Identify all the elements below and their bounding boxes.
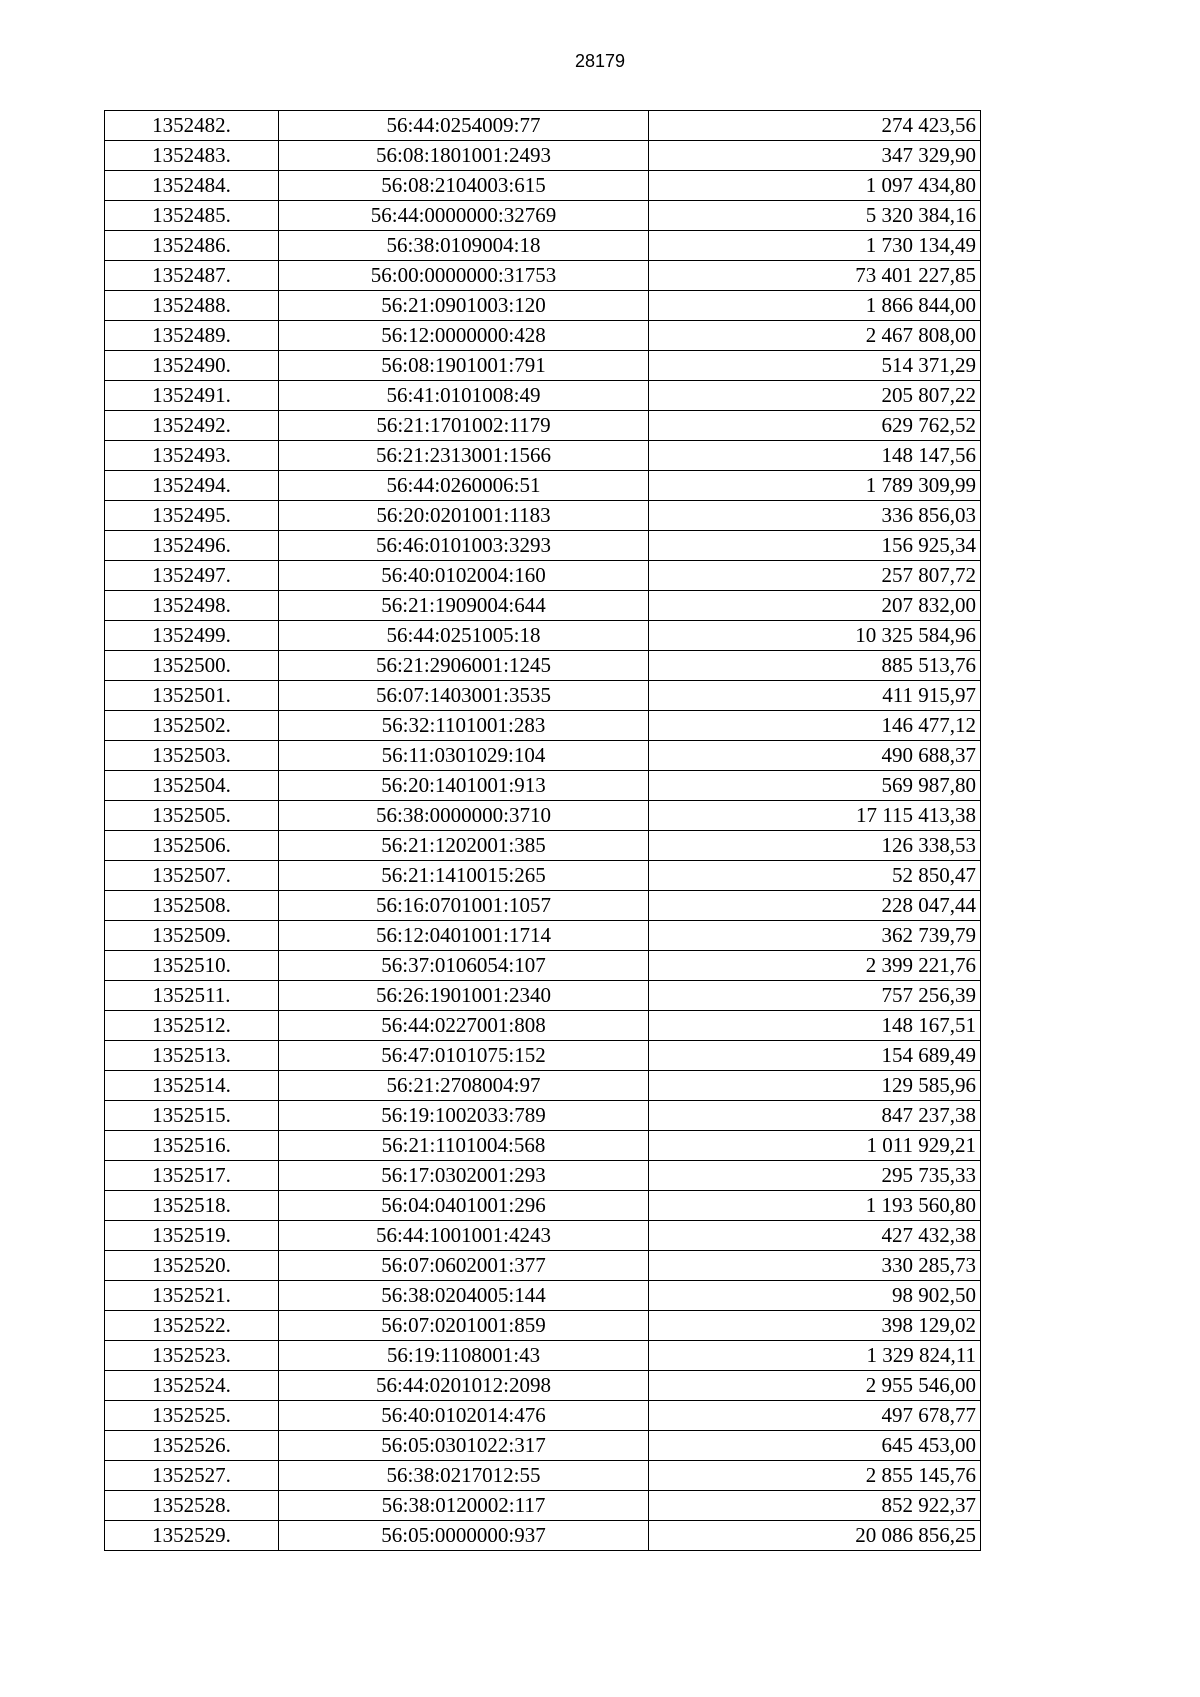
row-number-cell: 1352490. xyxy=(105,351,279,381)
row-number-cell: 1352484. xyxy=(105,171,279,201)
cadastral-value-cell: 148 167,51 xyxy=(649,1011,981,1041)
table-row xyxy=(105,411,981,441)
table-row xyxy=(105,1161,981,1191)
cadastral-value-cell: 411 915,97 xyxy=(649,681,981,711)
cadastral-value-cell: 129 585,96 xyxy=(649,1071,981,1101)
cadastral-value-cell: 645 453,00 xyxy=(649,1431,981,1461)
row-number-cell: 1352491. xyxy=(105,381,279,411)
row-number-cell: 1352502. xyxy=(105,711,279,741)
table-row xyxy=(105,861,981,891)
row-number-cell: 1352504. xyxy=(105,771,279,801)
row-number-cell: 1352503. xyxy=(105,741,279,771)
table-row xyxy=(105,321,981,351)
cadastral-value-cell: 1 866 844,00 xyxy=(649,291,981,321)
table-row xyxy=(105,831,981,861)
cadastral-value-cell: 1 193 560,80 xyxy=(649,1191,981,1221)
cadastral-number-cell: 56:21:0901003:120 xyxy=(279,291,649,321)
cadastral-value-cell: 17 115 413,38 xyxy=(649,801,981,831)
cadastral-number-cell: 56:05:0000000:937 xyxy=(279,1521,649,1551)
table-row xyxy=(105,1521,981,1551)
cadastral-value-cell: 295 735,33 xyxy=(649,1161,981,1191)
cadastral-value-cell: 1 097 434,80 xyxy=(649,171,981,201)
table-row xyxy=(105,231,981,261)
row-number-cell: 1352487. xyxy=(105,261,279,291)
cadastral-value-cell: 154 689,49 xyxy=(649,1041,981,1071)
cadastral-value-cell: 1 730 134,49 xyxy=(649,231,981,261)
row-number-cell: 1352482. xyxy=(105,111,279,141)
table-row xyxy=(105,1311,981,1341)
row-number-cell: 1352489. xyxy=(105,321,279,351)
cadastral-number-cell: 56:38:0000000:3710 xyxy=(279,801,649,831)
row-number-cell: 1352494. xyxy=(105,471,279,501)
row-number-cell: 1352515. xyxy=(105,1101,279,1131)
cadastral-value-cell: 1 789 309,99 xyxy=(649,471,981,501)
table-row xyxy=(105,741,981,771)
row-number-cell: 1352524. xyxy=(105,1371,279,1401)
table-row xyxy=(105,1131,981,1161)
cadastral-number-cell: 56:41:0101008:49 xyxy=(279,381,649,411)
cadastral-number-cell: 56:44:0227001:808 xyxy=(279,1011,649,1041)
cadastral-number-cell: 56:05:0301022:317 xyxy=(279,1431,649,1461)
row-number-cell: 1352501. xyxy=(105,681,279,711)
cadastral-value-cell: 514 371,29 xyxy=(649,351,981,381)
table-row xyxy=(105,1371,981,1401)
cadastral-value-cell: 146 477,12 xyxy=(649,711,981,741)
cadastral-number-cell: 56:17:0302001:293 xyxy=(279,1161,649,1191)
cadastral-value-cell: 362 739,79 xyxy=(649,921,981,951)
row-number-cell: 1352529. xyxy=(105,1521,279,1551)
cadastral-number-cell: 56:38:0204005:144 xyxy=(279,1281,649,1311)
row-number-cell: 1352499. xyxy=(105,621,279,651)
row-number-cell: 1352523. xyxy=(105,1341,279,1371)
row-number-cell: 1352495. xyxy=(105,501,279,531)
row-number-cell: 1352517. xyxy=(105,1161,279,1191)
cadastral-value-cell: 885 513,76 xyxy=(649,651,981,681)
table-row xyxy=(105,111,981,141)
row-number-cell: 1352488. xyxy=(105,291,279,321)
row-number-cell: 1352513. xyxy=(105,1041,279,1071)
table-row xyxy=(105,1011,981,1041)
table-row xyxy=(105,621,981,651)
cadastral-value-cell: 126 338,53 xyxy=(649,831,981,861)
row-number-cell: 1352510. xyxy=(105,951,279,981)
cadastral-number-cell: 56:40:0102004:160 xyxy=(279,561,649,591)
cadastral-value-table xyxy=(104,110,981,1551)
cadastral-number-cell: 56:16:0701001:1057 xyxy=(279,891,649,921)
table-row xyxy=(105,1101,981,1131)
cadastral-number-cell: 56:37:0106054:107 xyxy=(279,951,649,981)
table-row xyxy=(105,1191,981,1221)
cadastral-value-cell: 2 855 145,76 xyxy=(649,1461,981,1491)
table-row xyxy=(105,1341,981,1371)
cadastral-number-cell: 56:38:0120002:117 xyxy=(279,1491,649,1521)
cadastral-number-cell: 56:44:0260006:51 xyxy=(279,471,649,501)
cadastral-number-cell: 56:20:0201001:1183 xyxy=(279,501,649,531)
row-number-cell: 1352514. xyxy=(105,1071,279,1101)
cadastral-number-cell: 56:07:0602001:377 xyxy=(279,1251,649,1281)
cadastral-value-cell: 274 423,56 xyxy=(649,111,981,141)
cadastral-value-cell: 1 011 929,21 xyxy=(649,1131,981,1161)
row-number-cell: 1352486. xyxy=(105,231,279,261)
cadastral-number-cell: 56:11:0301029:104 xyxy=(279,741,649,771)
row-number-cell: 1352483. xyxy=(105,141,279,171)
row-number-cell: 1352496. xyxy=(105,531,279,561)
cadastral-value-cell: 490 688,37 xyxy=(649,741,981,771)
cadastral-number-cell: 56:08:1901001:791 xyxy=(279,351,649,381)
cadastral-number-cell: 56:08:1801001:2493 xyxy=(279,141,649,171)
row-number-cell: 1352527. xyxy=(105,1461,279,1491)
cadastral-number-cell: 56:44:0201012:2098 xyxy=(279,1371,649,1401)
table-row xyxy=(105,261,981,291)
cadastral-value-cell: 156 925,34 xyxy=(649,531,981,561)
table-row xyxy=(105,921,981,951)
cadastral-number-cell: 56:21:1909004:644 xyxy=(279,591,649,621)
table-row xyxy=(105,381,981,411)
cadastral-value-cell: 347 329,90 xyxy=(649,141,981,171)
cadastral-value-cell: 336 856,03 xyxy=(649,501,981,531)
cadastral-number-cell: 56:38:0109004:18 xyxy=(279,231,649,261)
cadastral-number-cell: 56:26:1901001:2340 xyxy=(279,981,649,1011)
table-row xyxy=(105,141,981,171)
row-number-cell: 1352493. xyxy=(105,441,279,471)
table-row xyxy=(105,681,981,711)
cadastral-number-cell: 56:21:2708004:97 xyxy=(279,1071,649,1101)
table-row xyxy=(105,1431,981,1461)
cadastral-number-cell: 56:19:1002033:789 xyxy=(279,1101,649,1131)
table-row xyxy=(105,891,981,921)
cadastral-value-cell: 757 256,39 xyxy=(649,981,981,1011)
cadastral-number-cell: 56:21:1701002:1179 xyxy=(279,411,649,441)
table-row xyxy=(105,1221,981,1251)
cadastral-value-cell: 569 987,80 xyxy=(649,771,981,801)
table-row xyxy=(105,711,981,741)
table-row xyxy=(105,651,981,681)
row-number-cell: 1352509. xyxy=(105,921,279,951)
cadastral-number-cell: 56:44:0254009:77 xyxy=(279,111,649,141)
table-row xyxy=(105,441,981,471)
row-number-cell: 1352520. xyxy=(105,1251,279,1281)
row-number-cell: 1352497. xyxy=(105,561,279,591)
table-row xyxy=(105,1071,981,1101)
cadastral-number-cell: 56:19:1108001:43 xyxy=(279,1341,649,1371)
table-row xyxy=(105,1251,981,1281)
cadastral-number-cell: 56:32:1101001:283 xyxy=(279,711,649,741)
cadastral-value-cell: 10 325 584,96 xyxy=(649,621,981,651)
cadastral-number-cell: 56:07:1403001:3535 xyxy=(279,681,649,711)
cadastral-value-cell: 2 955 546,00 xyxy=(649,1371,981,1401)
cadastral-number-cell: 56:21:2906001:1245 xyxy=(279,651,649,681)
cadastral-value-cell: 1 329 824,11 xyxy=(649,1341,981,1371)
row-number-cell: 1352521. xyxy=(105,1281,279,1311)
cadastral-number-cell: 56:12:0401001:1714 xyxy=(279,921,649,951)
cadastral-value-cell: 207 832,00 xyxy=(649,591,981,621)
row-number-cell: 1352498. xyxy=(105,591,279,621)
cadastral-value-cell: 398 129,02 xyxy=(649,1311,981,1341)
row-number-cell: 1352505. xyxy=(105,801,279,831)
table-row xyxy=(105,1401,981,1431)
cadastral-value-cell: 98 902,50 xyxy=(649,1281,981,1311)
cadastral-value-cell: 427 432,38 xyxy=(649,1221,981,1251)
row-number-cell: 1352518. xyxy=(105,1191,279,1221)
table-row xyxy=(105,1461,981,1491)
cadastral-number-cell: 56:21:1410015:265 xyxy=(279,861,649,891)
cadastral-number-cell: 56:20:1401001:913 xyxy=(279,771,649,801)
row-number-cell: 1352500. xyxy=(105,651,279,681)
row-number-cell: 1352528. xyxy=(105,1491,279,1521)
row-number-cell: 1352526. xyxy=(105,1431,279,1461)
table-row xyxy=(105,561,981,591)
table-row xyxy=(105,1491,981,1521)
cadastral-number-cell: 56:46:0101003:3293 xyxy=(279,531,649,561)
table-body xyxy=(105,111,981,1551)
table-row xyxy=(105,501,981,531)
row-number-cell: 1352519. xyxy=(105,1221,279,1251)
row-number-cell: 1352522. xyxy=(105,1311,279,1341)
cadastral-value-cell: 2 467 808,00 xyxy=(649,321,981,351)
cadastral-number-cell: 56:21:2313001:1566 xyxy=(279,441,649,471)
row-number-cell: 1352511. xyxy=(105,981,279,1011)
cadastral-number-cell: 56:00:0000000:31753 xyxy=(279,261,649,291)
table-row xyxy=(105,531,981,561)
cadastral-value-cell: 2 399 221,76 xyxy=(649,951,981,981)
cadastral-value-cell: 52 850,47 xyxy=(649,861,981,891)
cadastral-value-cell: 852 922,37 xyxy=(649,1491,981,1521)
table-row xyxy=(105,471,981,501)
cadastral-number-cell: 56:44:0251005:18 xyxy=(279,621,649,651)
table-row xyxy=(105,291,981,321)
table-row xyxy=(105,801,981,831)
table-row xyxy=(105,771,981,801)
cadastral-number-cell: 56:08:2104003:615 xyxy=(279,171,649,201)
table-row xyxy=(105,1041,981,1071)
row-number-cell: 1352516. xyxy=(105,1131,279,1161)
cadastral-number-cell: 56:47:0101075:152 xyxy=(279,1041,649,1071)
cadastral-number-cell: 56:21:1202001:385 xyxy=(279,831,649,861)
table-row xyxy=(105,171,981,201)
row-number-cell: 1352507. xyxy=(105,861,279,891)
cadastral-number-cell: 56:38:0217012:55 xyxy=(279,1461,649,1491)
cadastral-value-cell: 330 285,73 xyxy=(649,1251,981,1281)
cadastral-value-cell: 228 047,44 xyxy=(649,891,981,921)
row-number-cell: 1352508. xyxy=(105,891,279,921)
page-number: 28179 xyxy=(574,51,626,71)
cadastral-value-cell: 20 086 856,25 xyxy=(649,1521,981,1551)
table-row xyxy=(105,351,981,381)
row-number-cell: 1352512. xyxy=(105,1011,279,1041)
cadastral-number-cell: 56:44:1001001:4243 xyxy=(279,1221,649,1251)
table-row xyxy=(105,1281,981,1311)
table-row xyxy=(105,201,981,231)
cadastral-value-cell: 629 762,52 xyxy=(649,411,981,441)
cadastral-value-cell: 847 237,38 xyxy=(649,1101,981,1131)
cadastral-value-cell: 73 401 227,85 xyxy=(649,261,981,291)
cadastral-value-cell: 497 678,77 xyxy=(649,1401,981,1431)
cadastral-value-cell: 5 320 384,16 xyxy=(649,201,981,231)
cadastral-value-cell: 148 147,56 xyxy=(649,441,981,471)
table-row xyxy=(105,981,981,1011)
row-number-cell: 1352492. xyxy=(105,411,279,441)
cadastral-number-cell: 56:07:0201001:859 xyxy=(279,1311,649,1341)
row-number-cell: 1352506. xyxy=(105,831,279,861)
cadastral-value-cell: 205 807,22 xyxy=(649,381,981,411)
cadastral-value-cell: 257 807,72 xyxy=(649,561,981,591)
cadastral-number-cell: 56:04:0401001:296 xyxy=(279,1191,649,1221)
cadastral-number-cell: 56:44:0000000:32769 xyxy=(279,201,649,231)
row-number-cell: 1352525. xyxy=(105,1401,279,1431)
table-row xyxy=(105,591,981,621)
row-number-cell: 1352485. xyxy=(105,201,279,231)
cadastral-number-cell: 56:40:0102014:476 xyxy=(279,1401,649,1431)
cadastral-number-cell: 56:21:1101004:568 xyxy=(279,1131,649,1161)
cadastral-number-cell: 56:12:0000000:428 xyxy=(279,321,649,351)
table-row xyxy=(105,951,981,981)
